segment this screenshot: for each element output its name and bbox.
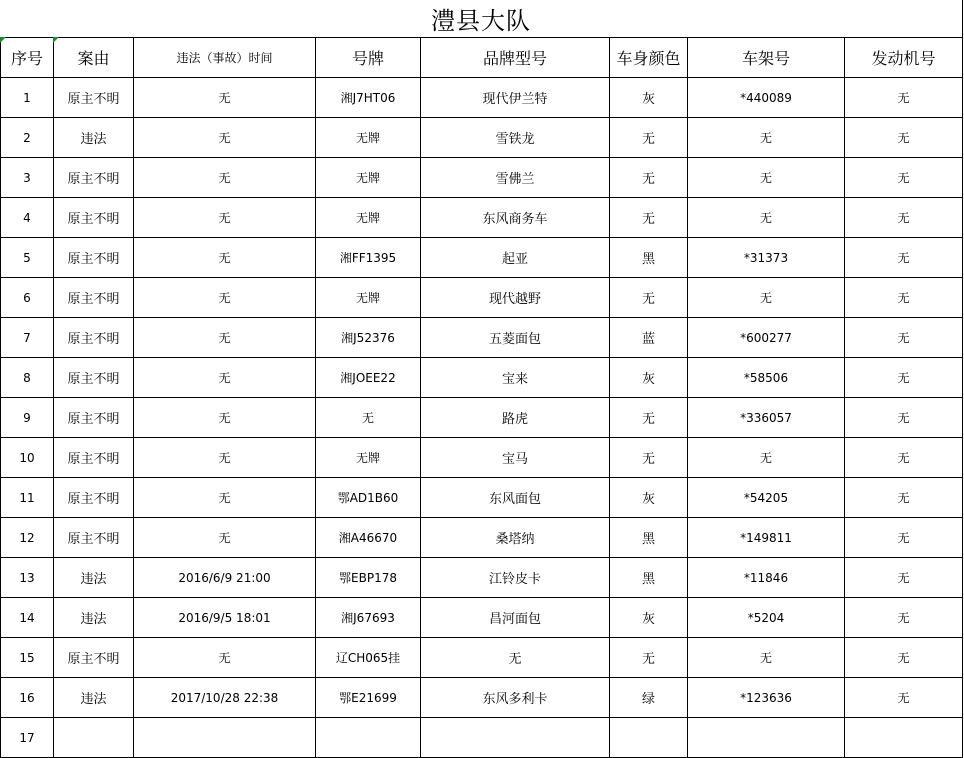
cell-index[interactable]: 12: [1, 518, 54, 558]
cell-engine-number[interactable]: 无: [845, 438, 963, 478]
cell-frame-number[interactable]: *123636: [688, 678, 845, 718]
cell-plate[interactable]: 湘J52376: [316, 318, 421, 358]
cell-body-color[interactable]: [610, 718, 688, 758]
table-row: [1, 78, 963, 118]
cell-frame-number[interactable]: *58506: [688, 358, 845, 398]
cell-frame-number[interactable]: *5204: [688, 598, 845, 638]
cell-engine-number[interactable]: 无: [845, 158, 963, 198]
cell-case-reason[interactable]: [54, 718, 134, 758]
cell-engine-number[interactable]: 无: [845, 118, 963, 158]
cell-violation-time[interactable]: 无: [134, 198, 316, 238]
table-row: [1, 518, 963, 558]
cell-index[interactable]: 13: [1, 558, 54, 598]
cell-violation-time[interactable]: 2016/6/9 21:00: [134, 558, 316, 598]
cell-body-color[interactable]: 无: [610, 198, 688, 238]
cell-case-reason[interactable]: 原主不明: [54, 198, 134, 238]
cell-frame-number[interactable]: [688, 718, 845, 758]
cell-frame-number[interactable]: 无: [688, 198, 845, 238]
cell-plate[interactable]: 湘JOEE22: [316, 358, 421, 398]
cell-violation-time[interactable]: 无: [134, 78, 316, 118]
cell-plate[interactable]: 湘J7HT06: [316, 78, 421, 118]
cell-case-reason[interactable]: 原主不明: [54, 238, 134, 278]
cell-plate[interactable]: 无: [316, 398, 421, 438]
cell-body-color[interactable]: 无: [610, 438, 688, 478]
table-row: [1, 398, 963, 438]
table-row: [1, 438, 963, 478]
cell-plate[interactable]: 湘FF1395: [316, 238, 421, 278]
cell-case-reason[interactable]: 原主不明: [54, 278, 134, 318]
cell-engine-number[interactable]: 无: [845, 358, 963, 398]
cell-body-color[interactable]: 灰: [610, 78, 688, 118]
cell-violation-time[interactable]: 2016/9/5 18:01: [134, 598, 316, 638]
table-row: [1, 478, 963, 518]
cell-case-reason[interactable]: 原主不明: [54, 358, 134, 398]
cell-brand-model[interactable]: 江铃皮卡: [421, 558, 610, 598]
header-violation-time[interactable]: 违法（事故）时间: [134, 38, 316, 78]
cell-frame-number[interactable]: *149811: [688, 518, 845, 558]
cell-plate[interactable]: 无牌: [316, 278, 421, 318]
table-row: [1, 678, 963, 718]
cell-plate[interactable]: 无牌: [316, 158, 421, 198]
cell-body-color[interactable]: 无: [610, 398, 688, 438]
table-row: [1, 158, 963, 198]
table-row: [1, 278, 963, 318]
table-row: [1, 358, 963, 398]
cell-index[interactable]: 1: [1, 78, 54, 118]
cell-engine-number[interactable]: 无: [845, 638, 963, 678]
cell-brand-model[interactable]: 桑塔纳: [421, 518, 610, 558]
cell-engine-number[interactable]: 无: [845, 558, 963, 598]
cell-frame-number[interactable]: 无: [688, 278, 845, 318]
cell-case-reason[interactable]: 原主不明: [54, 318, 134, 358]
table-row: [1, 238, 963, 278]
header-body-color[interactable]: 车身颜色: [610, 38, 688, 78]
cell-body-color[interactable]: 黑: [610, 518, 688, 558]
cell-body-color[interactable]: 黑: [610, 558, 688, 598]
cell-violation-time[interactable]: 无: [134, 478, 316, 518]
cell-index[interactable]: 7: [1, 318, 54, 358]
cell-violation-time[interactable]: 2017/10/28 22:38: [134, 678, 316, 718]
cell-brand-model[interactable]: 东风商务车: [421, 198, 610, 238]
cell-brand-model[interactable]: 宝马: [421, 438, 610, 478]
cell-index[interactable]: 6: [1, 278, 54, 318]
table-row: [1, 598, 963, 638]
header-case-reason[interactable]: 案由: [54, 38, 134, 78]
cell-index[interactable]: 5: [1, 238, 54, 278]
cell-plate[interactable]: 鄂E21699: [316, 678, 421, 718]
header-index[interactable]: 序号: [1, 38, 54, 78]
cell-case-reason[interactable]: 违法: [54, 118, 134, 158]
cell-violation-time[interactable]: 无: [134, 638, 316, 678]
cell-index[interactable]: 2: [1, 118, 54, 158]
cell-case-reason[interactable]: 违法: [54, 678, 134, 718]
cell-plate[interactable]: 无牌: [316, 118, 421, 158]
cell-index[interactable]: 3: [1, 158, 54, 198]
cell-violation-time[interactable]: 无: [134, 398, 316, 438]
cell-brand-model[interactable]: 东风面包: [421, 478, 610, 518]
cell-violation-time[interactable]: 无: [134, 518, 316, 558]
cell-engine-number[interactable]: 无: [845, 598, 963, 638]
cell-brand-model[interactable]: 雪铁龙: [421, 118, 610, 158]
cell-plate[interactable]: 无牌: [316, 438, 421, 478]
header-brand-model[interactable]: 品牌型号: [421, 38, 610, 78]
cell-engine-number[interactable]: 无: [845, 238, 963, 278]
header-row: [1, 38, 963, 78]
cell-engine-number[interactable]: 无: [845, 398, 963, 438]
cell-plate[interactable]: 湘J67693: [316, 598, 421, 638]
cell-plate[interactable]: 无牌: [316, 198, 421, 238]
cell-index[interactable]: 8: [1, 358, 54, 398]
cell-case-reason[interactable]: 违法: [54, 558, 134, 598]
cell-brand-model[interactable]: 昌河面包: [421, 598, 610, 638]
cell-frame-number[interactable]: 无: [688, 638, 845, 678]
cell-body-color[interactable]: 灰: [610, 358, 688, 398]
cell-body-color[interactable]: 灰: [610, 598, 688, 638]
cell-case-reason[interactable]: 原主不明: [54, 518, 134, 558]
header-plate[interactable]: 号牌: [316, 38, 421, 78]
cell-index[interactable]: 16: [1, 678, 54, 718]
table-row: [1, 638, 963, 678]
cell-frame-number[interactable]: *440089: [688, 78, 845, 118]
cell-brand-model[interactable]: 现代伊兰特: [421, 78, 610, 118]
cell-body-color[interactable]: 蓝: [610, 318, 688, 358]
cell-case-reason[interactable]: 违法: [54, 598, 134, 638]
cell-plate[interactable]: 鄂AD1B60: [316, 478, 421, 518]
cell-case-reason[interactable]: 原主不明: [54, 638, 134, 678]
cell-body-color[interactable]: 黑: [610, 238, 688, 278]
cell-frame-number[interactable]: 无: [688, 158, 845, 198]
cell-violation-time[interactable]: 无: [134, 438, 316, 478]
cell-frame-number[interactable]: *11846: [688, 558, 845, 598]
cell-violation-time[interactable]: 无: [134, 318, 316, 358]
cell-brand-model[interactable]: 雪佛兰: [421, 158, 610, 198]
cell-index[interactable]: 15: [1, 638, 54, 678]
cell-brand-model[interactable]: [421, 718, 610, 758]
cell-engine-number[interactable]: 无: [845, 678, 963, 718]
table-row: [1, 198, 963, 238]
cell-index[interactable]: 11: [1, 478, 54, 518]
cell-violation-time[interactable]: [134, 718, 316, 758]
cell-engine-number[interactable]: 无: [845, 278, 963, 318]
cell-engine-number[interactable]: 无: [845, 198, 963, 238]
table-row: [1, 558, 963, 598]
cell-body-color[interactable]: 无: [610, 118, 688, 158]
table-body: [1, 78, 963, 758]
cell-engine-number[interactable]: 无: [845, 478, 963, 518]
cell-brand-model[interactable]: 无: [421, 638, 610, 678]
header-engine-number[interactable]: 发动机号: [845, 38, 963, 78]
table-row: [1, 318, 963, 358]
cell-comment-marker: [53, 37, 59, 43]
cell-index[interactable]: 4: [1, 198, 54, 238]
cell-plate[interactable]: [316, 718, 421, 758]
cell-index[interactable]: 14: [1, 598, 54, 638]
cell-comment-marker: [0, 37, 6, 43]
cell-brand-model[interactable]: 路虎: [421, 398, 610, 438]
cell-violation-time[interactable]: 无: [134, 118, 316, 158]
cell-index[interactable]: 9: [1, 398, 54, 438]
cell-plate[interactable]: 鄂EBP178: [316, 558, 421, 598]
cell-brand-model[interactable]: 起亚: [421, 238, 610, 278]
cell-engine-number[interactable]: [845, 718, 963, 758]
cell-case-reason[interactable]: 原主不明: [54, 78, 134, 118]
cell-violation-time[interactable]: 无: [134, 278, 316, 318]
cell-frame-number[interactable]: *54205: [688, 478, 845, 518]
cell-index[interactable]: 17: [1, 718, 54, 758]
table-row: [1, 118, 963, 158]
cell-body-color[interactable]: 无: [610, 638, 688, 678]
cell-case-reason[interactable]: 原主不明: [54, 478, 134, 518]
cell-frame-number[interactable]: 无: [688, 438, 845, 478]
cell-case-reason[interactable]: 原主不明: [54, 158, 134, 198]
cell-brand-model[interactable]: 宝来: [421, 358, 610, 398]
cell-body-color[interactable]: 绿: [610, 678, 688, 718]
table-row: [1, 718, 963, 758]
cell-plate[interactable]: 湘A46670: [316, 518, 421, 558]
cell-brand-model[interactable]: 五菱面包: [421, 318, 610, 358]
header-frame-number[interactable]: 车架号: [688, 38, 845, 78]
cell-case-reason[interactable]: 原主不明: [54, 438, 134, 478]
cell-frame-number[interactable]: 无: [688, 118, 845, 158]
cell-engine-number[interactable]: 无: [845, 518, 963, 558]
cell-frame-number[interactable]: *336057: [688, 398, 845, 438]
cell-frame-number[interactable]: *31373: [688, 238, 845, 278]
cell-violation-time[interactable]: 无: [134, 358, 316, 398]
cell-engine-number[interactable]: 无: [845, 318, 963, 358]
cell-brand-model[interactable]: 现代越野: [421, 278, 610, 318]
cell-body-color[interactable]: 无: [610, 158, 688, 198]
cell-frame-number[interactable]: *600277: [688, 318, 845, 358]
cell-index[interactable]: 10: [1, 438, 54, 478]
cell-engine-number[interactable]: 无: [845, 78, 963, 118]
cell-body-color[interactable]: 无: [610, 278, 688, 318]
cell-plate[interactable]: 辽CH065挂: [316, 638, 421, 678]
cell-brand-model[interactable]: 东风多利卡: [421, 678, 610, 718]
cell-case-reason[interactable]: 原主不明: [54, 398, 134, 438]
vehicle-table: [0, 37, 963, 758]
cell-violation-time[interactable]: 无: [134, 158, 316, 198]
sheet-title[interactable]: 澧县大队: [0, 0, 963, 38]
cell-body-color[interactable]: 灰: [610, 478, 688, 518]
cell-violation-time[interactable]: 无: [134, 238, 316, 278]
